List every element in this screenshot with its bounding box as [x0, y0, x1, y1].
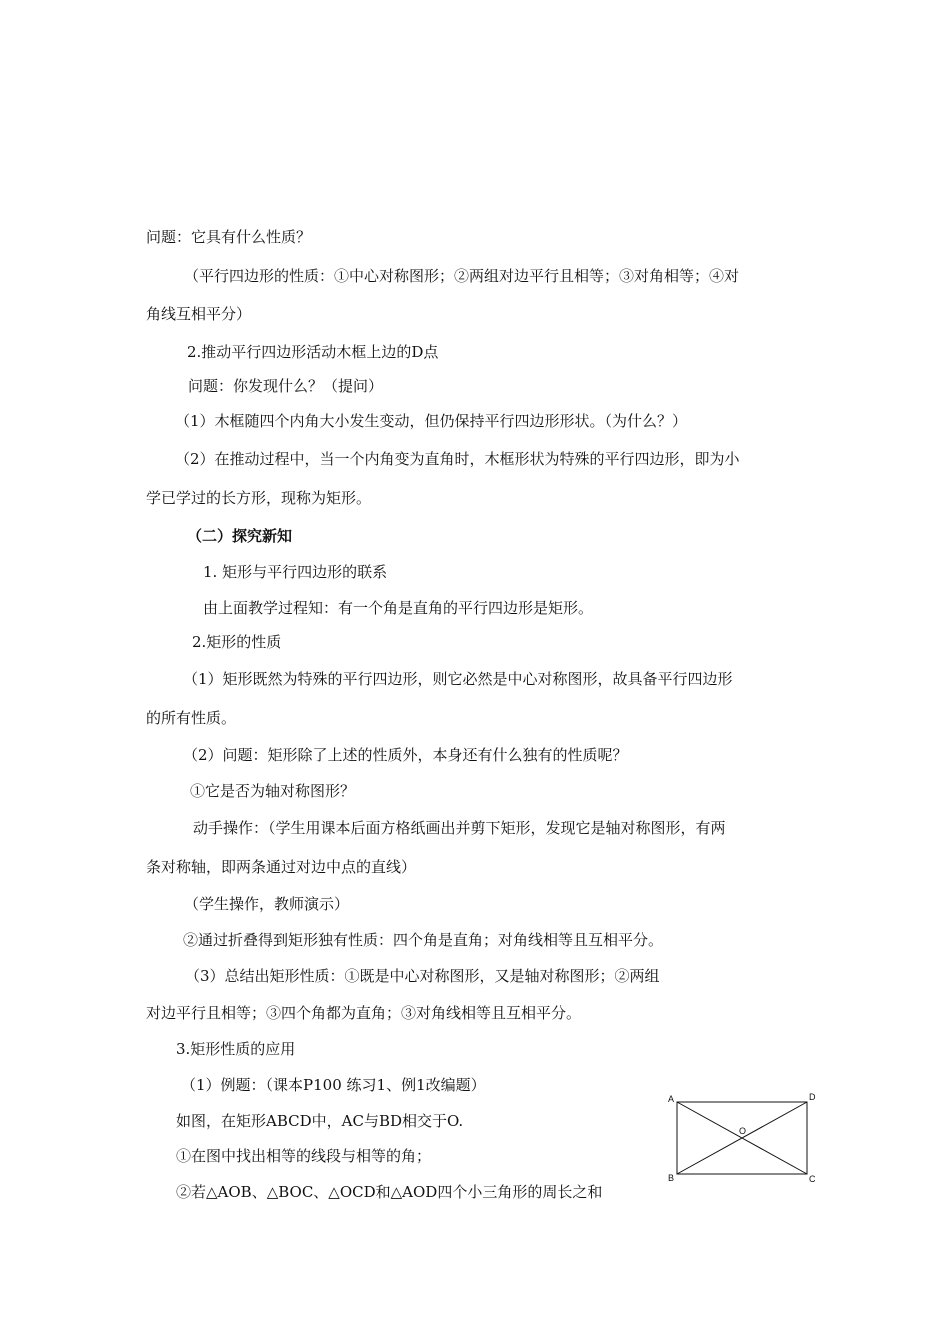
hands-on-line1: 动手操作：（学生用课本后面方格纸画出并剪下矩形，发现它是轴对称图形，有两 — [193, 819, 726, 837]
property-1-line2: 的所有性质。 — [146, 709, 237, 727]
example-question-1: ①在图中找出相等的线段与相等的角； — [176, 1147, 432, 1165]
question-properties: 问题：它具有什么性质？ — [146, 228, 312, 246]
observation-1: （1）木框随四个内角大小发生变动，但仍保持平行四边形形状。（为什么？） — [175, 412, 688, 430]
parallelogram-properties-line2: 角线互相平分） — [146, 305, 252, 323]
rectangle-definition: 由上面教学过程知：有一个角是直角的平行四边形是矩形。 — [203, 599, 594, 617]
rectangle-abcd-figure — [664, 1090, 824, 1186]
axis-symmetry-question: ①它是否为轴对称图形？ — [190, 782, 356, 800]
label-o: O — [739, 1126, 747, 1136]
subsection-rectangle-relation: 1. 矩形与平行四边形的联系 — [203, 563, 388, 581]
example-question-2: ②若△AOB、△BOC、△OCD和△AOD四个小三角形的周长之和 — [176, 1183, 603, 1201]
folding-properties: ②通过折叠得到矩形独有性质：四个角是直角；对角线相等且互相平分。 — [183, 931, 664, 949]
hands-on-line2: 条对称轴，即两条通过对边中点的直线） — [146, 858, 417, 876]
observation-2-line1: （2）在推动过程中，当一个内角变为直角时，木框形状为特殊的平行四边形，即为小 — [175, 450, 740, 468]
subsection-rectangle-properties: 2.矩形的性质 — [192, 633, 282, 651]
step-push-frame: 2.推动平行四边形活动木框上边的D点 — [187, 343, 439, 361]
summary-line1: （3）总结出矩形性质：①既是中心对称图形，又是轴对称图形；②两组 — [185, 967, 660, 985]
property-2-question: （2）问题：矩形除了上述的性质外，本身还有什么独有的性质呢？ — [183, 746, 628, 764]
summary-line2: 对边平行且相等；③四个角都为直角；③对角线相等且互相平分。 — [146, 1004, 582, 1022]
subsection-application: 3.矩形性质的应用 — [176, 1040, 296, 1058]
label-d: D — [809, 1092, 816, 1102]
example-heading: （1）例题：（课本P100 练习1、例1改编题） — [181, 1076, 486, 1094]
parallelogram-properties-line1: （平行四边形的性质：①中心对称图形；②两组对边平行且相等；③对角相等；④对 — [184, 267, 740, 285]
label-a: A — [668, 1094, 675, 1104]
example-statement: 如图，在矩形ABCD中，AC与BD相交于O. — [176, 1112, 464, 1130]
label-c: C — [809, 1174, 816, 1184]
student-operation: （学生操作，教师演示） — [184, 895, 350, 913]
section-heading-explore: （二）探究新知 — [187, 527, 293, 545]
property-1-line1: （1）矩形既然为特殊的平行四边形，则它必然是中心对称图形，故具备平行四边形 — [183, 670, 733, 688]
question-discover: 问题：你发现什么？（提问） — [188, 377, 384, 395]
observation-2-line2: 学已学过的长方形，现称为矩形。 — [146, 489, 372, 507]
label-b: B — [668, 1173, 675, 1183]
